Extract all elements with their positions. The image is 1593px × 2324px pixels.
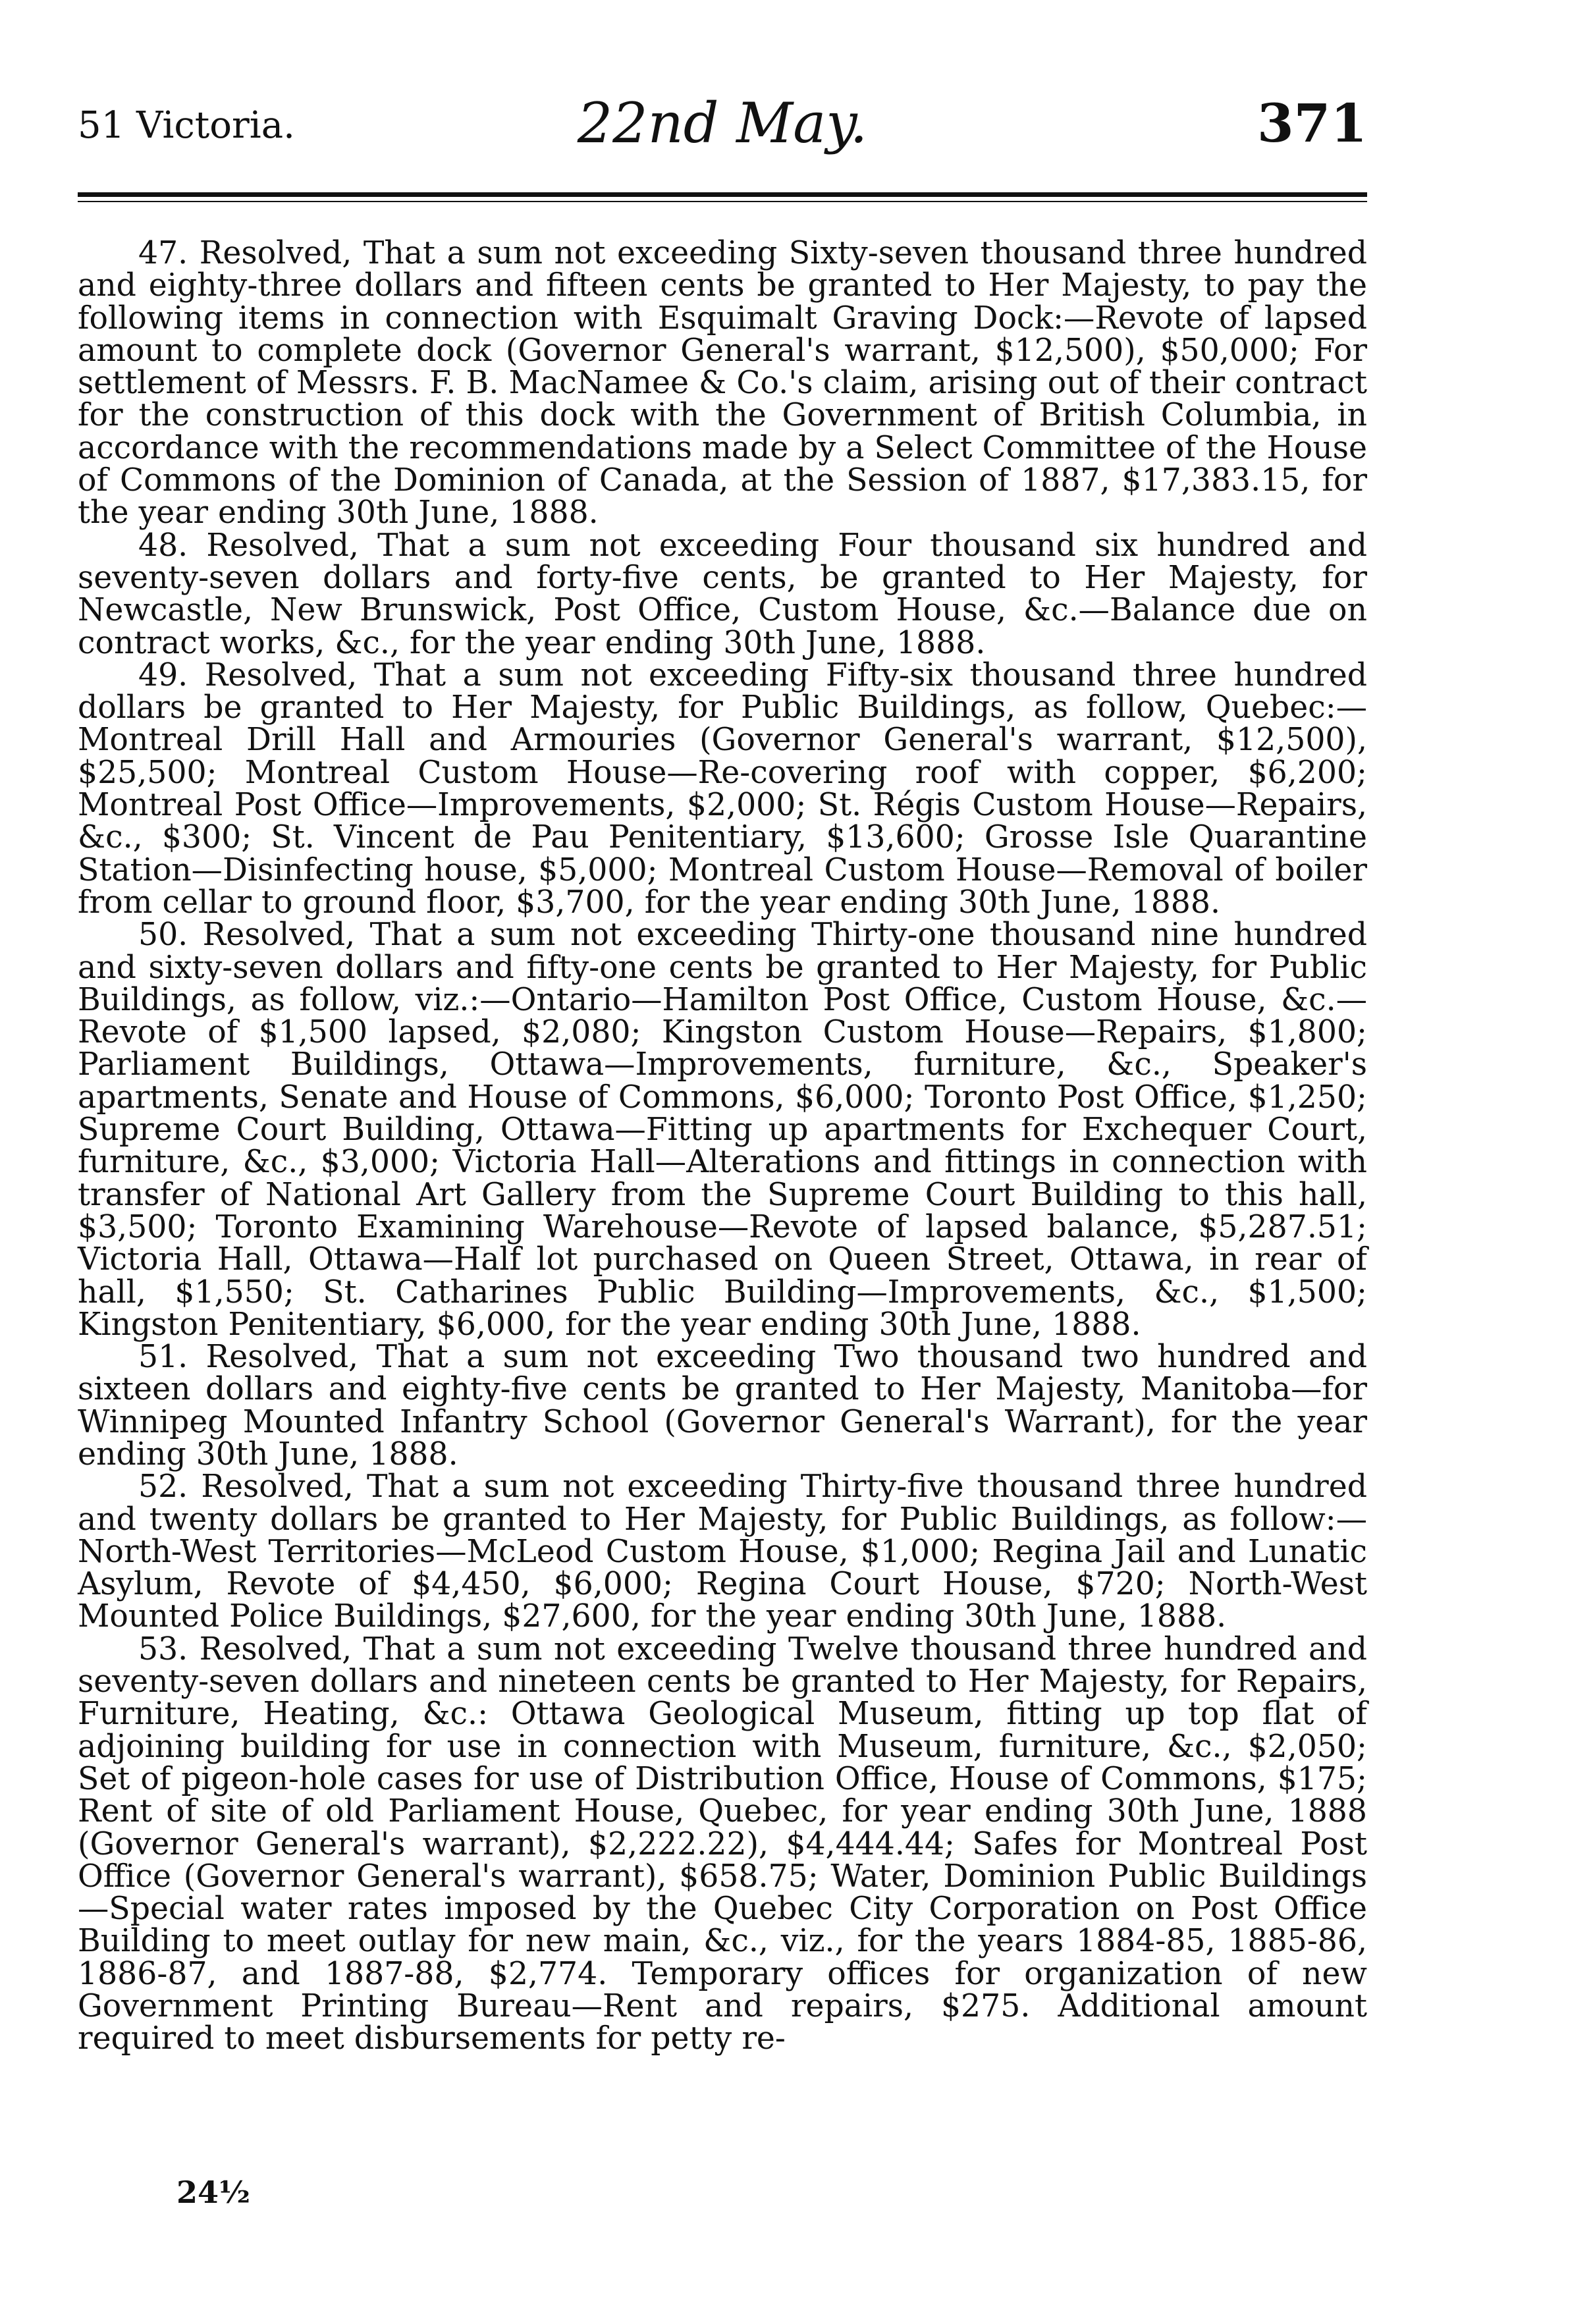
- resolution-52: 52. Resolved, That a sum not exceeding Thirty-five thousand three hundred and twenty dollars be granted to Her Majesty, for Public Buildings, as follow:—North-West Territories—McLeod Custom House, $1,000; Regina Jail and Lunatic Asylum, Revote of $4,450, $6,000; Regina Court House, $720; North-West Mounted Police Buildings, $27,600, for the year ending 30th June, 1888.: [78, 1469, 1367, 1635]
- resolution-53: 53. Resolved, That a sum not exceeding Twelve thousand three hundred and seventy-seven dollars and nineteen cents be granted to Her Majesty, for Repairs, Furniture, Heating, &c.: Ottawa Geological Museum, fitting up top flat of adjoining building for use in connection with Museum, furniture, &c., $2,050; Set of pigeon-hole cases for use of Distribution Office, House of Commons, $175; Rent of site of old Parliament House, Quebec, for year ending 30th June, 1888 (Governor General's warrant), $2,222.22), $4,444.44; Safes for Montreal Post Office (Governor General's warrant), $658.75; Water, Dominion Public Buildings—Special water rates imposed by the Quebec City Corporation on Post Office Building to meet outlay for new main, &c., viz., for the years 1884-85, 1885-86, 1886-87, and 1887-88, $2,774. Temporary offices for organization of new Government Printing Bureau—Rent and repairs, $275. Additional amount required to meet disbursements for petty re-: [78, 1631, 1367, 2057]
- date-heading: 22nd May.: [577, 91, 868, 155]
- session-label: 51 Victoria.: [78, 104, 295, 147]
- header-rule-thin: [78, 201, 1367, 202]
- resolution-50: 50. Resolved, That a sum not exceeding Thirty-one thousand nine hundred and sixty-seven dollars and fifty-one cents be granted to Her Majesty, for Public Buildings, as follow, viz.:—Ontario—Hamilton Post Office, Custom House, &c.—Revote of $1,500 lapsed, $2,080; Kingston Custom House—Repairs, $1,800; Parliament Buildings, Ottawa—Improvements, furniture, &c., Speaker's apartments, Senate and House of Commons, $6,000; Toronto Post Office, $1,250; Supreme Court Building, Ottawa—Fitting up apartments for Exchequer Court, furniture, &c., $3,000; Victoria Hall—Alterations and fittings in connection with transfer of National Art Gallery from the Supreme Court Building to this hall, $3,500; Toronto Examining Warehouse—Revote of lapsed balance, $5,287.51; Victoria Hall, Ottawa—Half lot purchased on Queen Street, Ottawa, in rear of hall, $1,550; St. Catharines Public Building—Improvements, &c., $1,500; Kingston Penitentiary, $6,000, for the year ending 30th June, 1888.: [78, 917, 1367, 1343]
- page-number: 371: [1257, 92, 1367, 154]
- signature-mark: 24½: [176, 2175, 250, 2210]
- resolution-49: 49. Resolved, That a sum not exceeding Fifty-six thousand three hundred dollars be granted to Her Majesty, for Public Buildings, as follow, Quebec:—Montreal Drill Hall and Armouries (Governor General's warrant, $12,500), $25,500; Montreal Custom House—Re-covering roof with copper, $6,200; Montreal Post Office—Improvements, $2,000; St. Régis Custom House—Repairs, &c., $300; St. Vincent de Pau Penitentiary, $13,600; Grosse Isle Quarantine Station—Disinfecting house, $5,000; Montreal Custom House—Removal of boiler from cellar to ground floor, $3,700, for the year ending 30th June, 1888.: [78, 657, 1367, 921]
- resolution-48: 48. Resolved, That a sum not exceeding Four thousand six hundred and seventy-seven dollars and forty-five cents, be granted to Her Majesty, for Newcastle, New Brunswick, Post Office, Custom House, &c.—Balance due on contract works, &c., for the year ending 30th June, 1888.: [78, 527, 1367, 661]
- resolution-47: 47. Resolved, That a sum not exceeding Sixty-seven thousand three hundred and eighty-three dollars and fifteen cents be granted to Her Majesty, to pay the following items in connection with Esquimalt Graving Dock:—Revote of lapsed amount to complete dock (Governor General's warrant, $12,500), $50,000; For settlement of Messrs. F. B. MacNamee & Co.'s claim, arising out of their contract for the construction of this dock with the Government of British Columbia, in accordance with the recommendations made by a Select Committee of the House of Commons of the Dominion of Canada, at the Session of 1887, $17,383.15, for the year ending 30th June, 1888.: [78, 235, 1367, 531]
- resolutions-body: [78, 237, 1367, 2055]
- resolution-51: 51. Resolved, That a sum not exceeding Two thousand two hundred and sixteen dollars and eighty-five cents be granted to Her Majesty, Manitoba—for Winnipeg Mounted Infantry School (Governor General's Warrant), for the year ending 30th June, 1888.: [78, 1339, 1367, 1473]
- header-rule-thick: [78, 192, 1367, 197]
- page-header: [78, 78, 1367, 176]
